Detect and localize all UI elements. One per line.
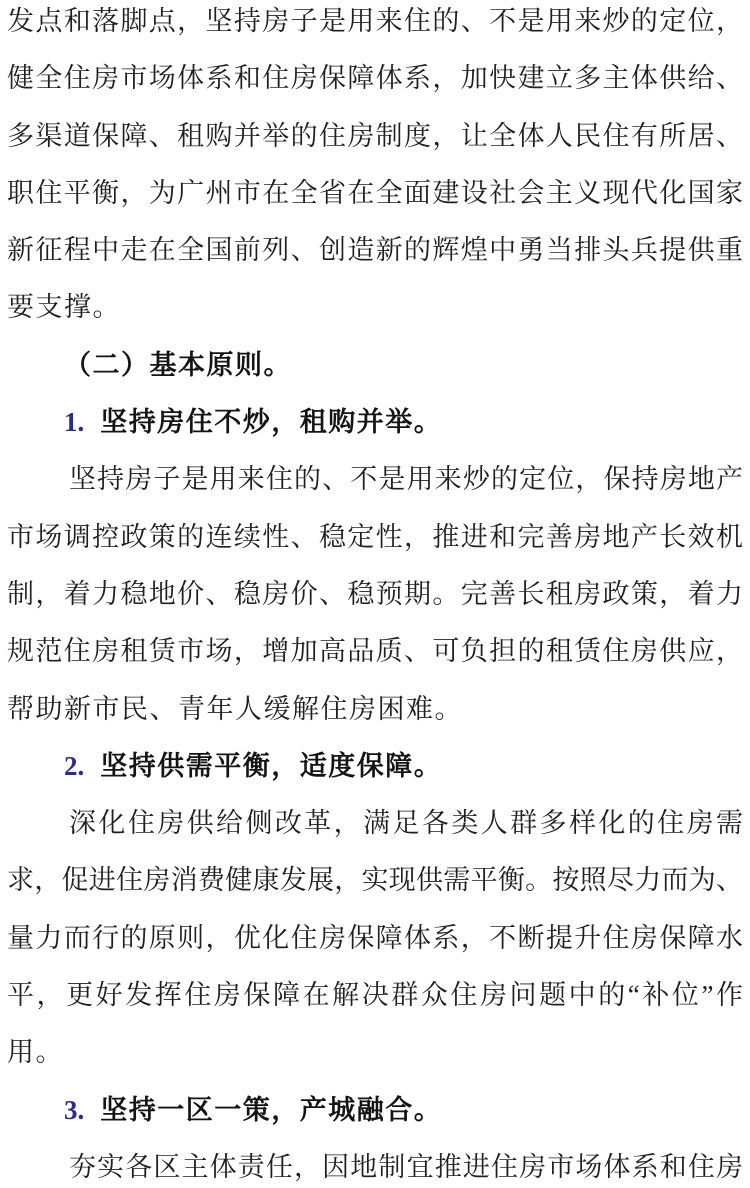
numbered-heading-1	[7, 394, 743, 451]
text-line: 求，促进住房消费健康发展，实现供需平衡。按照尽力而为、	[7, 865, 743, 896]
paragraph-end-line: 用。	[7, 1037, 64, 1068]
heading-number: 3.	[64, 1094, 85, 1125]
paragraph-first-line: 坚持房子是用来住的、不是用来炒的定位，保持房地产	[69, 464, 743, 495]
text-line: 平，更好发挥住房保障在解决群众住房问题中的“补位”作	[7, 980, 743, 1011]
heading-text: 坚持供需平衡，适度保障。	[100, 750, 443, 781]
text-line: 量力而行的原则，优化住房保障体系，不断提升住房保障水	[7, 922, 743, 953]
heading-number: 2.	[64, 750, 85, 781]
paragraph-end-line: 帮助新市民、青年人缓解住房困难。	[7, 693, 463, 724]
paragraph-end-line: 要支撑。	[7, 292, 121, 323]
heading-number: 1.	[64, 407, 85, 438]
section-heading-basic-principles: （二）基本原则。	[64, 349, 292, 380]
numbered-heading-2	[7, 738, 743, 795]
text-line: 多渠道保障、租购并举的住房制度，让全体人民住有所居、	[7, 120, 743, 151]
text-line: 发点和落脚点，坚持房子是用来住的、不是用来炒的定位，	[7, 6, 743, 36]
text-line: 职住平衡，为广州市在全省在全面建设社会主义现代化国家	[7, 177, 743, 208]
heading-text: 坚持房住不炒，租购并举。	[100, 407, 443, 438]
text-line: 规范住房租赁市场，增加高品质、可负担的租赁住房供应，	[7, 636, 743, 667]
text-line: 市场调控政策的连续性、稳定性，推进和完善房地产长效机	[7, 521, 743, 552]
paragraph-first-line: 深化住房供给侧改革，满足各类人群多样化的住房需	[69, 808, 743, 839]
numbered-heading-3	[7, 1082, 743, 1139]
heading-text: 坚持一区一策，产城融合。	[100, 1094, 443, 1125]
paragraph-first-line: 夯实各区主体责任，因地制宜推进住房市场体系和住房	[69, 1151, 743, 1181]
text-line: 新征程中走在全国前列、创造新的辉煌中勇当排头兵提供重	[7, 235, 743, 266]
text-line: 制，着力稳地价、稳房价、稳预期。完善长租房政策，着力	[7, 578, 743, 609]
text-line: 健全住房市场体系和住房保障体系，加快建立多主体供给、	[7, 63, 743, 94]
